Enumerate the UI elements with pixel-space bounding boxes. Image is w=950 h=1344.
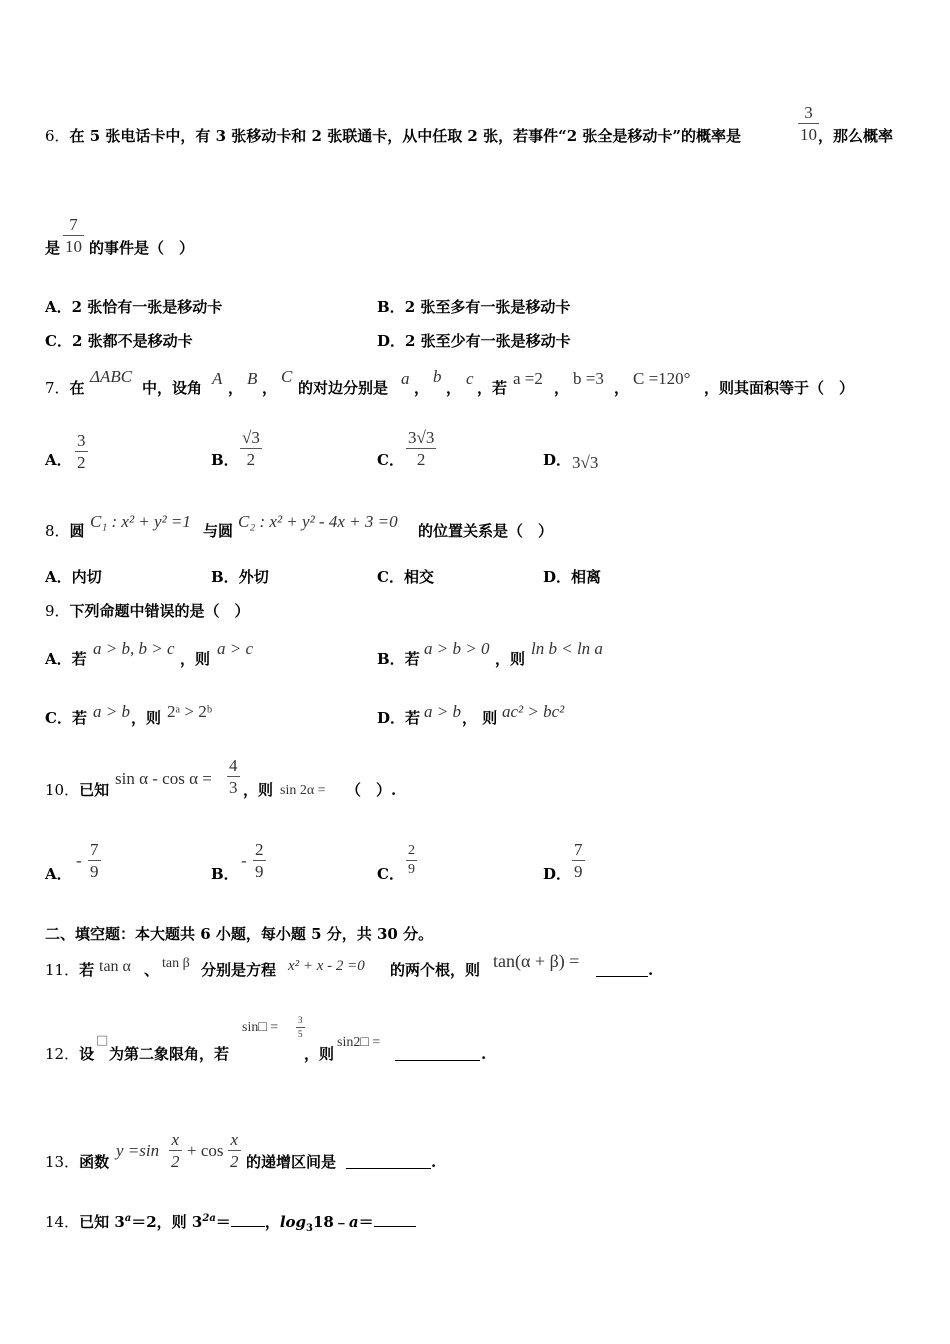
option-text: 2 张至少有一张是移动卡 bbox=[405, 332, 571, 350]
q6-fraction-3-10 bbox=[798, 104, 819, 143]
q7-angle-c: C bbox=[281, 367, 293, 386]
q10-t2: ，则 bbox=[243, 781, 274, 799]
option-text: 2 张都不是移动卡 bbox=[71, 332, 193, 350]
q6-frac1-den: 10 bbox=[800, 125, 817, 144]
q10-fraction bbox=[227, 757, 240, 796]
q9-c-result: 2ᵃ > 2ᵇ bbox=[167, 702, 212, 721]
q12-number: 12． bbox=[45, 1045, 80, 1063]
q10-a-fraction bbox=[88, 841, 101, 880]
q10-b-sign: - bbox=[241, 851, 247, 870]
option-label: D． bbox=[543, 568, 572, 586]
q7-end: ，则其面积等于（ ） bbox=[704, 379, 855, 397]
q8-t3: 的位置关系是（ ） bbox=[418, 522, 554, 540]
option-if: 若 bbox=[71, 709, 87, 727]
fraction-den: 2 bbox=[246, 450, 256, 469]
q12-t1: 设 bbox=[79, 1045, 95, 1063]
q14-log-base: 3 bbox=[306, 1223, 313, 1234]
q6-option-b bbox=[377, 300, 570, 315]
q12-t3: ，则 bbox=[304, 1045, 335, 1063]
q6-text3: 是 bbox=[45, 239, 61, 257]
q11-equation: x² + x - 2 =0 bbox=[288, 958, 365, 974]
option-label: A． bbox=[45, 568, 72, 586]
q14-t6: ＝ bbox=[358, 1213, 374, 1231]
q10-a-label: A． bbox=[45, 865, 72, 883]
option-label: B． bbox=[211, 568, 239, 586]
q14-t5: 18﹣ bbox=[313, 1213, 349, 1231]
q7-option-a-label: A． bbox=[45, 451, 72, 469]
q9-b-prefix bbox=[377, 652, 420, 667]
q14-sup-2a: 2a bbox=[202, 1213, 216, 1224]
q11-tan-beta: tan β bbox=[162, 956, 190, 971]
q9-c-prefix bbox=[45, 711, 87, 726]
q12-missing-glyph-box: □ bbox=[96, 1033, 109, 1048]
fraction-den: 3 bbox=[229, 778, 238, 797]
q11-tan-alpha: tan α bbox=[99, 958, 131, 975]
q6-number: 6． bbox=[45, 127, 70, 145]
q9-b-then: ，则 bbox=[495, 650, 526, 668]
q9-d-then: ， 则 bbox=[462, 709, 498, 727]
q8-option-c bbox=[377, 570, 434, 585]
q6-option-c bbox=[45, 334, 193, 349]
q9-b-result: ln b < ln a bbox=[531, 639, 603, 658]
q9-d-cond: a > b bbox=[424, 702, 461, 721]
option-label: C． bbox=[45, 332, 72, 350]
q14-log: log bbox=[279, 1213, 307, 1231]
fraction-den: 5 bbox=[298, 1029, 303, 1039]
fraction-den: 2 bbox=[171, 1152, 180, 1171]
q10-c-label: C． bbox=[377, 865, 404, 883]
option-text: 2 张至多有一张是移动卡 bbox=[404, 298, 571, 316]
q14-a: a bbox=[348, 1213, 359, 1231]
q12-sin: sin□ = bbox=[242, 1020, 279, 1035]
q10-expr2: sin 2α = bbox=[280, 783, 326, 798]
q13-fraction-1 bbox=[169, 1131, 182, 1170]
q12-sin2: sin2□ = bbox=[337, 1035, 381, 1050]
q9-b-cond: a > b > 0 bbox=[424, 639, 490, 658]
q7-option-c-fraction bbox=[406, 429, 436, 468]
option-label: C． bbox=[45, 709, 72, 727]
q9-a-then: ，则 bbox=[180, 650, 211, 668]
q13-start bbox=[45, 1155, 109, 1170]
q13-t2: 的递增区间是 bbox=[246, 1153, 337, 1171]
q14-sup-a: a bbox=[124, 1213, 132, 1224]
fraction-num: 3 bbox=[77, 431, 86, 450]
q12-answer-blank[interactable] bbox=[395, 1048, 480, 1061]
q6-text2: ，那么概率 bbox=[818, 127, 894, 145]
q7-comma4: ， bbox=[446, 379, 462, 397]
q7-option-b-label: B． bbox=[211, 451, 239, 469]
q8-option-b bbox=[211, 570, 269, 585]
q11-start bbox=[45, 963, 94, 978]
fraction-den: 9 bbox=[255, 862, 264, 881]
q11-t3: 的两个根，则 bbox=[390, 961, 481, 979]
q7-option-d-value: 3√3 bbox=[572, 453, 599, 472]
q8-start bbox=[45, 524, 85, 539]
q11-number: 11． bbox=[45, 961, 80, 979]
option-text: 2 张恰有一张是移动卡 bbox=[71, 298, 223, 316]
q9-number: 9． bbox=[45, 602, 70, 620]
q7-cond-a: a =2 bbox=[513, 369, 543, 388]
q13-answer-blank[interactable] bbox=[346, 1156, 431, 1169]
q8-circle2: C₂ : x² + y² - 4x + 3 =0 bbox=[238, 512, 398, 531]
q7-angle-b: B bbox=[247, 369, 258, 388]
q10-b-fraction bbox=[253, 841, 266, 880]
q7-option-a-fraction bbox=[75, 432, 88, 471]
q7-side-a: a bbox=[401, 369, 410, 388]
fraction-num: x bbox=[171, 1130, 180, 1149]
q9-d-prefix bbox=[377, 711, 420, 726]
q12-end: . bbox=[481, 1045, 487, 1063]
q7-option-c-label: C． bbox=[377, 451, 404, 469]
q7-comma6: ， bbox=[614, 379, 630, 397]
fraction-num: 7 bbox=[574, 840, 583, 859]
q6-text1: 在 5 张电话卡中，有 3 张移动卡和 2 张联通卡，从中任取 2 张，若事件“2 张全是移动卡”的概率是 bbox=[69, 127, 741, 145]
q7-angle-a: A bbox=[212, 369, 223, 388]
q9-c-cond: a > b bbox=[93, 702, 130, 721]
option-text: 相交 bbox=[403, 568, 434, 586]
q7-if: ，若 bbox=[477, 379, 508, 397]
option-text: 内切 bbox=[71, 568, 102, 586]
q9-line bbox=[45, 604, 250, 619]
q8-t2: 与圆 bbox=[203, 522, 234, 540]
q13-fraction-2 bbox=[228, 1131, 241, 1170]
q6-option-d bbox=[377, 334, 571, 349]
fraction-den: 2 bbox=[416, 450, 426, 469]
fraction-den: 9 bbox=[408, 862, 415, 877]
q11-answer-blank[interactable] bbox=[596, 964, 648, 977]
q11-sep: 、 bbox=[144, 961, 160, 979]
q7-side-c: c bbox=[466, 369, 474, 388]
q10-t1: 已知 bbox=[79, 781, 110, 799]
q6-frac2-den: 10 bbox=[65, 237, 82, 256]
q8-t1: 圆 bbox=[69, 522, 85, 540]
q12-fraction bbox=[296, 1016, 305, 1039]
option-if: 若 bbox=[404, 650, 420, 668]
option-if: 若 bbox=[405, 709, 421, 727]
q7-cond-c: C =120° bbox=[633, 369, 691, 388]
q7-number: 7． bbox=[45, 379, 70, 397]
q8-number: 8． bbox=[45, 522, 70, 540]
option-label: B． bbox=[377, 298, 405, 316]
fraction-den: 2 bbox=[230, 1152, 239, 1171]
q7-option-d-label: D． bbox=[543, 451, 572, 469]
q7-start bbox=[45, 381, 85, 396]
q6-text4: 的事件是（ ） bbox=[89, 239, 195, 257]
q14-answer-blank-2[interactable] bbox=[374, 1214, 416, 1227]
q10-t3: （ ）. bbox=[346, 781, 397, 799]
q8-circle1: C₁ : x² + y² =1 bbox=[90, 512, 191, 531]
q7-triangle: ΔABC bbox=[90, 367, 133, 386]
q7-comma3: ， bbox=[414, 379, 430, 397]
q10-a-sign: - bbox=[76, 851, 82, 870]
q14-t1: 已知 3 bbox=[79, 1213, 125, 1231]
q12-t2: 为第二象限角，若 bbox=[109, 1045, 230, 1063]
q8-option-d bbox=[543, 570, 601, 585]
q6-fraction-7-10 bbox=[63, 216, 84, 255]
q13-y: y =sin bbox=[116, 1141, 160, 1160]
q13-end: . bbox=[431, 1153, 437, 1171]
fraction-num: 3 bbox=[298, 1015, 303, 1025]
option-label: D． bbox=[377, 709, 406, 727]
q14-t2: ＝2，则 3 bbox=[131, 1213, 203, 1231]
q14-t4: ， bbox=[264, 1213, 280, 1231]
fraction-den: 9 bbox=[574, 862, 583, 881]
fraction-num: 4 bbox=[229, 756, 238, 775]
q7-side-b: b bbox=[433, 367, 442, 386]
option-label: A． bbox=[45, 650, 72, 668]
q6-frac1-num: 3 bbox=[804, 103, 813, 122]
q8-option-a bbox=[45, 570, 102, 585]
q7-in: 在 bbox=[69, 379, 85, 397]
fraction-num: x bbox=[230, 1130, 239, 1149]
section-2-title: 二、填空题：本大题共 6 小题，每小题 5 分，共 30 分。 bbox=[45, 925, 434, 943]
q9-a-cond: a > b, b > c bbox=[93, 639, 175, 658]
q9-text: 下列命题中错误的是（ ） bbox=[69, 602, 250, 620]
q10-start bbox=[45, 783, 109, 798]
q6-line1 bbox=[45, 129, 741, 144]
q11-t2: 分别是方程 bbox=[201, 961, 277, 979]
q14-number: 14． bbox=[45, 1213, 80, 1231]
q14-line bbox=[45, 1214, 416, 1234]
fraction-num: 2 bbox=[408, 843, 415, 858]
q9-d-result: ac² > bc² bbox=[502, 702, 565, 721]
option-label: B． bbox=[377, 650, 405, 668]
q14-t3: ＝ bbox=[215, 1213, 231, 1231]
q10-expr: sin α - cos α = bbox=[115, 769, 212, 788]
q9-a-result: a > c bbox=[217, 639, 254, 658]
q11-t1: 若 bbox=[79, 961, 95, 979]
q7-mid: 中，设角 bbox=[142, 379, 203, 397]
fraction-num: √3 bbox=[242, 428, 260, 447]
option-label: D． bbox=[377, 332, 406, 350]
q10-number: 10． bbox=[45, 781, 80, 799]
q7-cond-b: b =3 bbox=[573, 369, 604, 388]
q7-comma1: ， bbox=[228, 379, 244, 397]
q12-start bbox=[45, 1047, 94, 1062]
fraction-num: 3√3 bbox=[408, 428, 435, 447]
q10-b-label: B． bbox=[211, 865, 239, 883]
q7-comma5: ， bbox=[554, 379, 570, 397]
fraction-den: 9 bbox=[90, 862, 99, 881]
fraction-num: 2 bbox=[255, 840, 264, 859]
option-text: 外切 bbox=[238, 568, 269, 586]
q10-d-label: D． bbox=[543, 865, 572, 883]
q11-end: . bbox=[648, 961, 654, 979]
q7-opp: 的对边分别是 bbox=[298, 379, 389, 397]
q13-number: 13． bbox=[45, 1153, 80, 1171]
q6-option-a bbox=[45, 300, 222, 315]
option-label: C． bbox=[377, 568, 404, 586]
option-text: 相离 bbox=[571, 568, 602, 586]
option-label: A． bbox=[45, 298, 72, 316]
fraction-den: 2 bbox=[77, 453, 86, 472]
q9-a-prefix bbox=[45, 652, 87, 667]
q6-frac2-num: 7 bbox=[69, 215, 78, 234]
q13-plus-cos: + cos bbox=[187, 1141, 224, 1160]
q10-c-fraction bbox=[406, 844, 417, 877]
q7-comma2: ， bbox=[262, 379, 278, 397]
q14-answer-blank-1[interactable] bbox=[231, 1214, 265, 1227]
q7-option-b-fraction bbox=[240, 429, 262, 468]
q11-expr: tan(α + β) = bbox=[493, 951, 580, 971]
q10-d-fraction bbox=[572, 841, 585, 880]
q13-t1: 函数 bbox=[79, 1153, 110, 1171]
q9-c-then: ，则 bbox=[131, 709, 162, 727]
fraction-num: 7 bbox=[90, 840, 99, 859]
option-if: 若 bbox=[71, 650, 87, 668]
